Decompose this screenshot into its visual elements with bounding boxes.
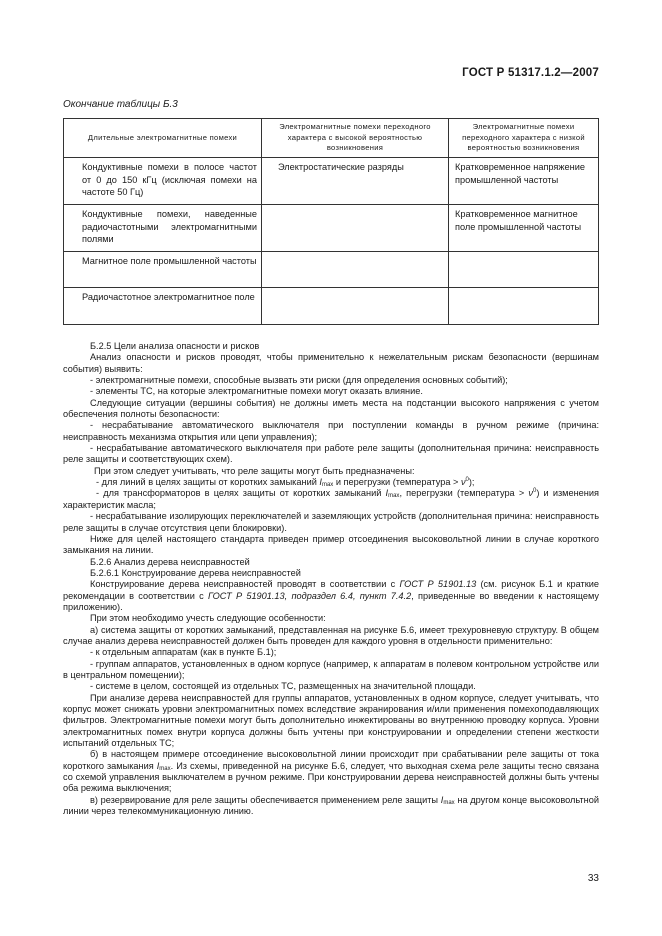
- section-heading: Б.2.5 Цели анализа опасности и рисков: [90, 341, 260, 351]
- emi-table: [63, 118, 599, 325]
- list-item: - для трансформаторов в целях защиты от коротких замыканий $I_{max}$, перегрузки (температура > $\nu^0$) и изменения характеристик масла;: [63, 488, 599, 510]
- table-cell: Кратковременное напряжение промышленной частоты: [449, 158, 599, 205]
- paragraph: в) резервирование для реле защиты обеспечивается применением реле защиты $I_{max}$ на другом конце высоковольтной линии через телекоммуникационную линию.: [63, 794, 599, 817]
- list-item: - несрабатывание изолирующих переключателей и заземляющих устройств (дополнительная причина: неисправность реле защиты в случае отсутствия цепи блокировки).: [63, 511, 599, 533]
- table-cell: [262, 205, 449, 252]
- imax-symbol: $I_{max}$: [319, 477, 334, 489]
- table-header-row: [64, 119, 599, 158]
- paragraph: Следующие ситуации (вершины события) не должны иметь места на подстанции высокого напряжения с учетом обеспечения полноты безопасности:: [63, 397, 599, 420]
- list-item: - системе в целом, состоящей из отдельных ТС, размещенных на значительной площади.: [90, 681, 476, 692]
- imax-symbol: $I_{max}$: [385, 488, 400, 500]
- list-item: - для линий в целях защиты от коротких замыканий $I_{max}$ и перегрузки (температура > $\nu^0$);: [96, 477, 475, 489]
- imax-symbol: $I_{max}$: [156, 760, 171, 772]
- page-number: 33: [587, 873, 599, 884]
- standard-reference: ГОСТ Р 51901.13: [399, 579, 477, 590]
- paragraph: При этом следует учитывать, что реле защиты могут быть предназначены:: [94, 465, 415, 476]
- table-row: [64, 158, 599, 205]
- list-item: - к отдельным аппаратам (как в пункте Б.1);: [90, 647, 277, 658]
- standard-reference: ГОСТ Р 51901.13, подраздел 6.4, пункт 7.4.2: [207, 590, 412, 601]
- paragraph: Ниже для целей настоящего стандарта приведен пример отсоединения высоковольтной линии в случае короткого замыкания на линии.: [63, 533, 599, 556]
- table-cell: Кондуктивные помехи в полосе частот от 0 до 150 кГц (исключая помехи на частоте 50 Гц): [64, 158, 262, 205]
- list-item: - несрабатывание автоматического выключателя при работе реле защиты (дополнительная причина: неисправность реле защиты и соответствующих схем).: [63, 443, 599, 465]
- nu-symbol: $\nu^0$: [528, 488, 537, 499]
- table-caption: Окончание таблицы Б.3: [63, 99, 178, 110]
- list-item: - группам аппаратов, установленных в одном корпусе (например, к аппаратам в полевом контрольном устройстве или в центральном помещении);: [63, 658, 599, 680]
- imax-symbol: $I_{max}$: [440, 794, 455, 806]
- table-header-cell: Электромагнитные помехи переходного характера с высокой вероятностью возникновения: [262, 119, 449, 158]
- table-row: [64, 205, 599, 252]
- list-item: - элементы ТС, на которые электромагнитные помехи могут оказать влияние.: [90, 386, 423, 397]
- table-header-cell: Электромагнитные помехи переходного характера с низкой вероятностью возникновения: [449, 119, 599, 158]
- table-cell: Электростатические разряды: [262, 158, 449, 205]
- list-item: - электромагнитные помехи, способные вызвать эти риски (для определения основных событий);: [90, 375, 508, 386]
- document-body: [63, 341, 599, 817]
- paragraph: При этом необходимо учесть следующие особенности:: [90, 613, 326, 624]
- paragraph: Конструирование дерева неисправностей проводят в соответствии с ГОСТ Р 51901.13 (см. рисунок Б.1 и краткие рекомендации в соответствии с ГОСТ Р 51901.13, подраздел 6.4, пункт 7.4.2, приведенные во введении к настоящему приложению).: [63, 579, 600, 612]
- table-cell: Кондуктивные помехи, наведенные радиочастотными электромагнитными полями: [64, 205, 262, 252]
- table-cell: [449, 288, 599, 325]
- table-cell: Кратковременное магнитное поле промышленной частоты: [449, 205, 599, 252]
- table-row: [64, 288, 599, 325]
- table-cell: Радиочастотное электромагнитное поле: [64, 288, 262, 325]
- section-heading: Б.2.6.1 Конструирование дерева неисправностей: [90, 567, 301, 578]
- list-item: - несрабатывание автоматического выключателя при поступлении команды в ручном режиме (причина: неисправность механизма открытия или цепи управления);: [63, 420, 599, 442]
- table-row: [64, 252, 599, 288]
- table-cell: [262, 252, 449, 288]
- paragraph: При анализе дерева неисправностей для группы аппаратов, установленных в одном корпусе, следует учитывать, что корпус может снижать уровни электромагнитных помех вследствие экранирования и/или применения помехоподавляющих фильтров. Электромагнитные помехи могут быть дополнительно инжектированы во внутреннюю проводку корпуса. Уровни электромагнитных помех внутри корпуса должны быть учтены при конструировании и определении степени жесткости испытаний отдельных ТС;: [63, 692, 599, 749]
- nu-symbol: $\nu^0$: [460, 477, 469, 488]
- section-heading: Б.2.6 Анализ дерева неисправностей: [90, 556, 250, 567]
- paragraph: Анализ опасности и рисков проводят, чтобы применительно к нежелательным рискам безопасности (вершинам события) выявить:: [63, 352, 599, 374]
- table-cell: Магнитное поле промышленной частоты: [64, 252, 262, 288]
- table-header-cell: Длительные электромагнитные помехи: [64, 119, 262, 158]
- standard-header: ГОСТ Р 51317.1.2—2007: [462, 67, 599, 79]
- paragraph: б) в настоящем примере отсоединение высоковольтной линии происходит при срабатывании реле защиты от тока короткого замыкания $I_{max}$. Из схемы, приведенной на рисунке Б.6, следует, что выходная схема реле защиты тесно связана со схемой управления выключателем в ручном режиме. При конструировании дерева неисправностей должны быть учтены оба режима выключения;: [63, 749, 599, 794]
- table-cell: [262, 288, 449, 325]
- table-cell: [449, 252, 599, 288]
- paragraph: а) система защиты от коротких замыканий, представленная на рисунке Б.6, имеет трехуровневую структуру. В общем случае анализ дерева неисправностей должен быть проведен для каждого уровня в отдельности применительно:: [63, 624, 599, 646]
